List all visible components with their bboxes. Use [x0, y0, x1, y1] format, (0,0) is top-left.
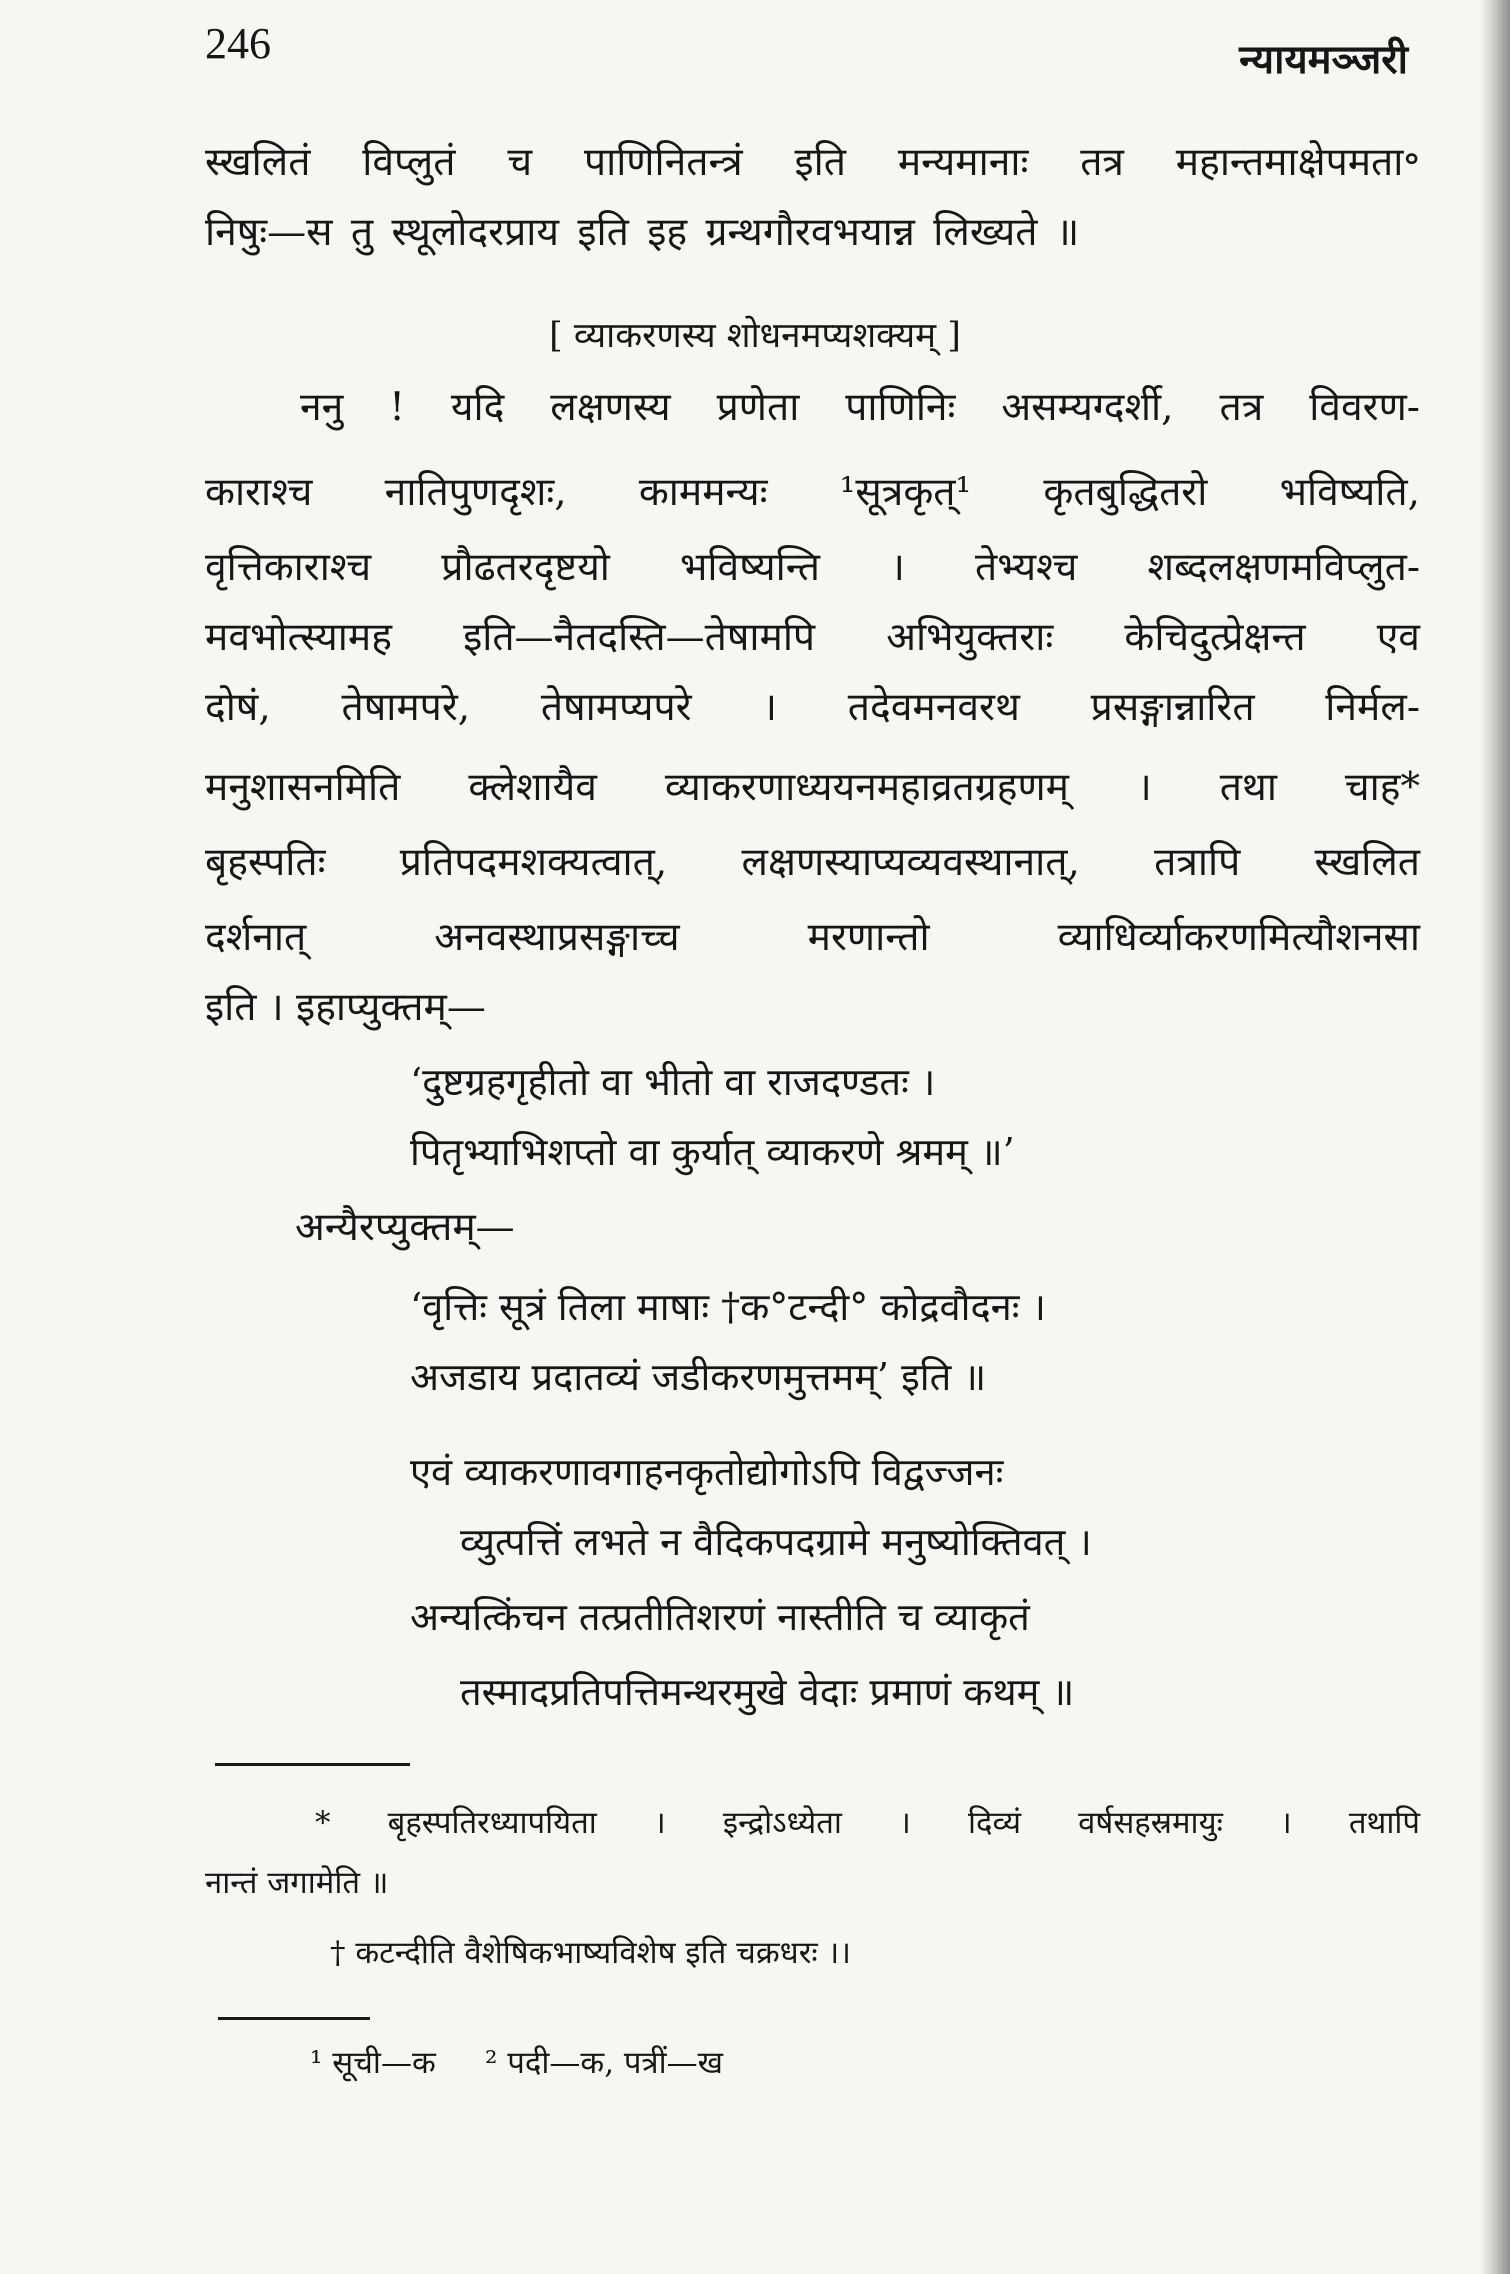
verse3-line-4: तस्मादप्रतिपत्तिमन्थरमुखे वेदाः प्रमाणं कथम् ॥ — [460, 1670, 1075, 1714]
paragraph1-line-1: स्खलितं विप्लुतं च पाणिनितन्त्रं इति मन्यमानाः तत्र महान्तमाक्षेपमता॰ — [205, 140, 1420, 185]
verse2-line-1: ‘वृत्तिः सूत्रं तिला माषाः †क°टन्दी° कोद्रवौदनः । — [410, 1285, 1046, 1329]
running-title: न्यायमञ्जरी — [1239, 36, 1408, 83]
variant-readings: ¹ सूची—क ² पदी—क, पत्रीं—ख — [310, 2045, 724, 2081]
verse3-line-1: एवं व्याकरणावगाहनकृतोद्योगोऽपि विद्वज्जनः — [410, 1450, 1004, 1494]
paragraph2-line-3: वृत्तिकाराश्च प्रौढतरदृष्टयो भविष्यन्ति । तेभ्यश्च शब्दलक्षणमविप्लुत- — [205, 545, 1420, 590]
verse1-line-2: पितृभ्याभिशप्तो वा कुर्यात् व्याकरणे श्रमम् ॥’ — [410, 1130, 1015, 1174]
paragraph2-line-7: बृहस्पतिः प्रतिपदमशक्यत्वात्, लक्षणस्याप्यव्यवस्थानात्, तत्रापि स्खलित — [205, 840, 1420, 885]
verse1-line-1: ‘दुष्टग्रहगृहीतो वा भीतो वा राजदण्डतः । — [410, 1060, 936, 1104]
verse2-line-2: अजडाय प्रदातव्यं जडीकरणमुत्तमम्’ इति ॥ — [410, 1355, 987, 1399]
others-said: अन्यैरप्युक्तम्— — [295, 1205, 515, 1250]
paragraph2-line-2: काराश्च नातिपुणदृशः, काममन्यः ¹सूत्रकृत्¹ कृतबुद्धितरो भविष्यति, — [205, 470, 1420, 515]
verse3-line-3: अन्यत्किंचन तत्प्रतीतिशरणं नास्तीति च व्याकृतं — [410, 1595, 1030, 1639]
paragraph2-line-9: इति । इहाप्युक्तम्— — [205, 985, 486, 1030]
paragraph2-line-6: मनुशासनमिति क्लेशायैव व्याकरणाध्ययनमहाव्रतग्रहणम् । तथा चाह* — [205, 765, 1420, 810]
paragraph2-line-4: मवभोत्स्यामह इति—नैतदस्ति—तेषामपि अभियुक्तराः केचिदुत्प्रेक्षन्त एव — [205, 615, 1420, 660]
page-number: 246 — [205, 19, 271, 68]
footnote-rule — [215, 1763, 410, 1766]
section-heading: [ व्याकरणस्य शोधनमप्यशक्यम् ] — [549, 316, 961, 356]
footnote-star-line-1: * बृहस्पतिरध्यापयिता । इन्द्रोऽध्येता । दिव्यं वर्षसहस्रमायुः । तथापि — [315, 1805, 1420, 1841]
paragraph1-line-2: निषुः—स तु स्थूलोदरप्राय इति इह ग्रन्थगौरवभयान्न लिख्यते ॥ — [205, 210, 1080, 255]
paragraph2-line-5: दोषं, तेषामपरे, तेषामप्यपरे । तदेवमनवरथ प्रसङ्गान्नारित निर्मल- — [205, 685, 1420, 730]
footnote-dagger: † कटन्दीति वैशेषिकभाष्यविशेष इति चक्रधरः ।। — [330, 1935, 852, 1971]
variant-rule — [218, 2017, 370, 2020]
verse3-line-2: व्युत्पत्तिं लभते न वैदिकपदग्रामे मनुष्योक्तिवत् । — [460, 1520, 1092, 1564]
paragraph2-line-1: ननु ! यदि लक्षणस्य प्रणेता पाणिनिः असम्यग्दर्शी, तत्र विवरण- — [300, 385, 1420, 430]
footnote-star-line-2: नान्तं जगामेति ॥ — [205, 1865, 389, 1901]
paragraph2-line-8: दर्शनात् अनवस्थाप्रसङ्गाच्च मरणान्तो व्याधिर्व्याकरणमित्यौशनसा — [205, 915, 1420, 960]
